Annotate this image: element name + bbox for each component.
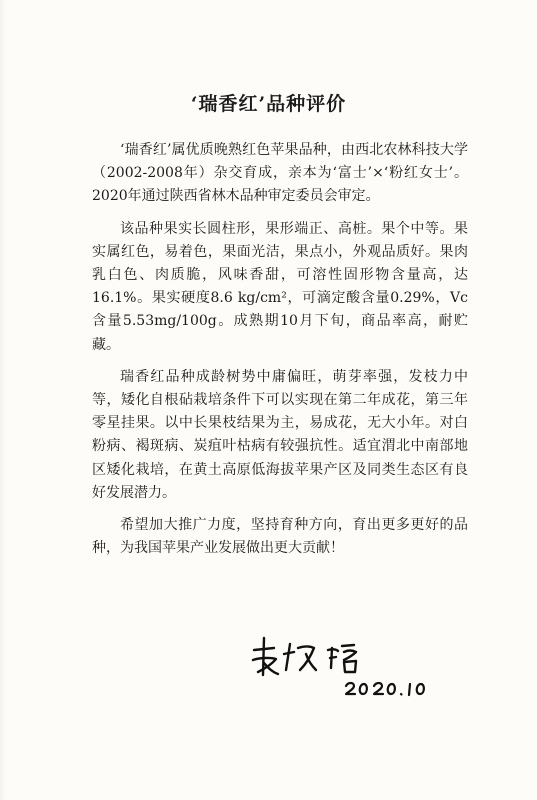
document-body xyxy=(92,139,468,569)
paragraph-fruit-traits: 该品种果实长圆柱形，果形端正、高桩。果个中等。果实属红色，易着色，果面光洁，果点小，外观品质好。果肉乳白色、肉质脆，风味香甜，可溶性固形物含量高，达16.1%。果实硬度8.6 kg/cm²，可滴定酸含量0.29%，Vc含量5.53mg/100g。成熟期10月下旬，商品率高，耐贮藏。 xyxy=(92,220,468,353)
paragraph-intro: ‘瑞香红’属优质晚熟红色苹果品种，由西北农林科技大学（2002-2008年）杂交育成，亲本为‘富士’×‘粉红女士’。2020年通过陕西省林木品种审定委员会审定。 xyxy=(92,142,468,205)
document-title: ‘瑞香红’品种评价 xyxy=(190,93,347,115)
handwritten-signature xyxy=(244,630,444,700)
signature-icon xyxy=(244,630,444,700)
paragraph-tree-traits: 瑞香红品种成龄树势中庸偏旺，萌芽率强，发枝力中等，矮化自根砧栽培条件下可以实现在第二年成花，第三年零星挂果。以中长果枝结果为主，易成花，无大小年。对白粉病、褐斑病、炭疽叶枯病有较强抗性。适宜渭北中南部地区矮化栽培，在黄土高原低海拔苹果产区及同类生态区有良好发展潜力。 xyxy=(92,368,468,501)
paragraph-closing: 希望加大推广力度，坚持育种方向，育出更多更好的品种，为我国苹果产业发展做出更大贡献！ xyxy=(92,517,468,557)
